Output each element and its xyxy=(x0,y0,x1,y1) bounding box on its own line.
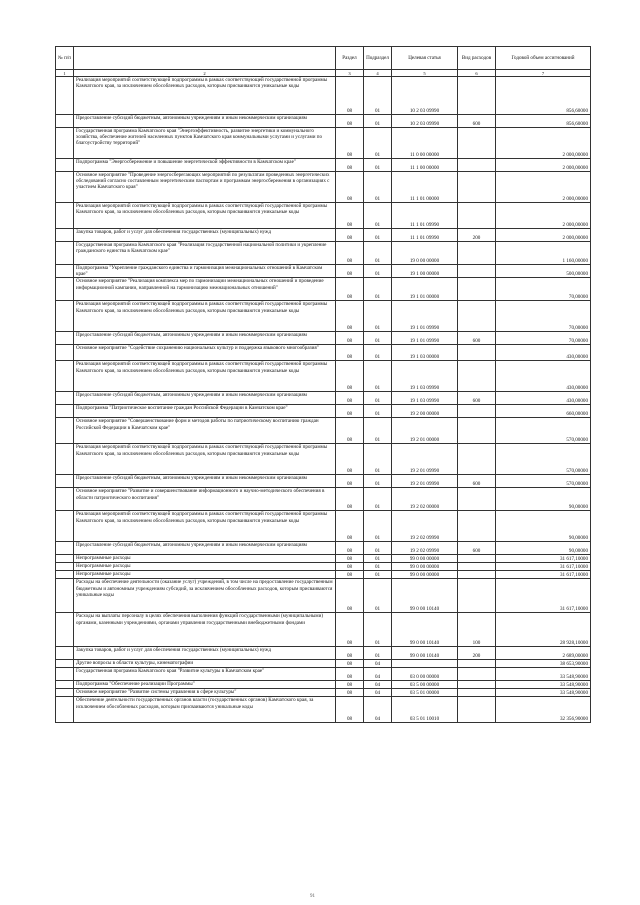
table-row xyxy=(56,571,591,579)
cell-expense-type: 600 xyxy=(458,475,496,488)
table-row xyxy=(56,115,591,128)
cell-razdel: 08 xyxy=(336,555,364,563)
cell-target-article: 19 1 01 09990 xyxy=(392,301,458,332)
cell-target-article: 19 1 03 09990 xyxy=(392,361,458,392)
header-podrazdel: Подраздел xyxy=(364,47,392,70)
cell-expense-type xyxy=(458,77,496,115)
cell-num xyxy=(56,660,74,668)
cell-razdel: 08 xyxy=(336,697,364,723)
table-row xyxy=(56,128,591,159)
cell-razdel: 08 xyxy=(336,128,364,159)
page-number: 91 xyxy=(310,894,315,899)
cell-target-article: 03 5 01 00000 xyxy=(392,689,458,697)
cell-expense-type xyxy=(458,444,496,475)
cell-num xyxy=(56,579,74,613)
cell-expense-type xyxy=(458,488,496,511)
cell-podrazdel: 01 xyxy=(364,265,392,278)
cell-razdel: 08 xyxy=(336,405,364,418)
cell-target-article: 19 1 01 00000 xyxy=(392,278,458,301)
table-row xyxy=(56,392,591,405)
cell-podrazdel: 01 xyxy=(364,613,392,647)
cell-expense-type xyxy=(458,128,496,159)
cell-razdel: 08 xyxy=(336,242,364,265)
table-row xyxy=(56,77,591,115)
cell-annual-amount: 430,00000 xyxy=(496,345,591,361)
cell-name: Реализация мероприятий соответствующей подпрограммы в рамках соответствующей государственной программы Камчатского края, за исключением обособленных расходов, которым присваиваются уникальные коды xyxy=(74,511,336,542)
cell-target-article: 99 0 00 00000 xyxy=(392,555,458,563)
column-number: 6 xyxy=(458,70,496,77)
cell-annual-amount: 70,00000 xyxy=(496,278,591,301)
cell-name: Реализация мероприятий соответствующей подпрограммы в рамках соответствующей государственной программы Камчатского края, за исключением обособленных расходов, которым присваиваются уникальные коды xyxy=(74,77,336,115)
cell-name: Непрограммные расходы xyxy=(74,571,336,579)
cell-name: Реализация мероприятий соответствующей подпрограммы в рамках соответствующей государственной программы Камчатского края, за исключением обособленных расходов, которым присваиваются уникальные коды xyxy=(74,203,336,229)
cell-expense-type xyxy=(458,418,496,444)
cell-num xyxy=(56,392,74,405)
cell-expense-type: 600 xyxy=(458,332,496,345)
table-row xyxy=(56,203,591,229)
cell-target-article: 19 2 02 09990 xyxy=(392,511,458,542)
cell-razdel: 08 xyxy=(336,475,364,488)
header-annual-amount: Годовой объем ассигнований xyxy=(496,47,591,70)
table-row xyxy=(56,542,591,555)
cell-expense-type: 600 xyxy=(458,115,496,128)
cell-podrazdel: 01 xyxy=(364,172,392,203)
table-row xyxy=(56,332,591,345)
table-row xyxy=(56,278,591,301)
cell-annual-amount: 31 617,10000 xyxy=(496,579,591,613)
cell-podrazdel: 01 xyxy=(364,542,392,555)
cell-annual-amount: 570,00000 xyxy=(496,418,591,444)
table-row xyxy=(56,301,591,332)
cell-target-article: 19 1 03 00000 xyxy=(392,345,458,361)
cell-expense-type: 200 xyxy=(458,229,496,242)
cell-podrazdel: 01 xyxy=(364,345,392,361)
cell-expense-type: 600 xyxy=(458,542,496,555)
cell-annual-amount: 31 617,10000 xyxy=(496,571,591,579)
table-row xyxy=(56,229,591,242)
cell-annual-amount: 31 617,10000 xyxy=(496,555,591,563)
cell-num xyxy=(56,418,74,444)
cell-annual-amount: 1 160,00000 xyxy=(496,242,591,265)
cell-annual-amount: 33 548,90000 xyxy=(496,689,591,697)
table-body xyxy=(56,77,591,723)
table-row xyxy=(56,697,591,723)
cell-num xyxy=(56,511,74,542)
column-number: 3 xyxy=(336,70,364,77)
table-row xyxy=(56,159,591,172)
cell-expense-type: 600 xyxy=(458,392,496,405)
cell-razdel: 08 xyxy=(336,203,364,229)
cell-razdel: 08 xyxy=(336,579,364,613)
header-num: № п/п xyxy=(56,47,74,70)
cell-podrazdel: 01 xyxy=(364,115,392,128)
cell-podrazdel: 01 xyxy=(364,405,392,418)
cell-num xyxy=(56,542,74,555)
cell-name: Предоставление субсидий бюджетным, автономным учреждениям и иным некоммерческим организациям xyxy=(74,542,336,555)
cell-expense-type xyxy=(458,555,496,563)
table-row xyxy=(56,172,591,203)
cell-target-article: 19 1 00 00000 xyxy=(392,265,458,278)
column-number: 1 xyxy=(56,70,74,77)
cell-target-article: 19 2 00 00000 xyxy=(392,405,458,418)
cell-name: Предоставление субсидий бюджетным, автономным учреждениям и иным некоммерческим организациям xyxy=(74,115,336,128)
cell-razdel: 08 xyxy=(336,332,364,345)
cell-razdel: 08 xyxy=(336,668,364,681)
cell-expense-type xyxy=(458,563,496,571)
cell-podrazdel: 01 xyxy=(364,392,392,405)
cell-num xyxy=(56,159,74,172)
table-row xyxy=(56,405,591,418)
cell-razdel: 08 xyxy=(336,159,364,172)
cell-podrazdel: 04 xyxy=(364,668,392,681)
cell-target-article: 99 0 00 10140 xyxy=(392,579,458,613)
cell-annual-amount: 2 689,00000 xyxy=(496,647,591,660)
cell-annual-amount: 90,00000 xyxy=(496,542,591,555)
cell-annual-amount: 2 000,00000 xyxy=(496,159,591,172)
cell-razdel: 08 xyxy=(336,392,364,405)
cell-num xyxy=(56,361,74,392)
column-number-row xyxy=(56,70,591,77)
cell-podrazdel: 01 xyxy=(364,128,392,159)
cell-podrazdel: 01 xyxy=(364,647,392,660)
cell-name: Предоставление субсидий бюджетным, автономным учреждениям и иным некоммерческим организациям xyxy=(74,332,336,345)
cell-target-article: 11 1 00 00000 xyxy=(392,159,458,172)
cell-razdel: 08 xyxy=(336,361,364,392)
cell-expense-type: 100 xyxy=(458,613,496,647)
cell-target-article: 99 0 00 10140 xyxy=(392,647,458,660)
cell-target-article: 10 2 03 09990 xyxy=(392,77,458,115)
cell-annual-amount: 90,00000 xyxy=(496,511,591,542)
cell-num xyxy=(56,668,74,681)
cell-name: Основное мероприятие "Проведение энергосберегающих мероприятий по результатам проведенных энергетических обследований согласно составленным энергетическим паспортам и программам энергосбережения в организациях с участием Камчатского края" xyxy=(74,172,336,203)
cell-podrazdel: 01 xyxy=(364,159,392,172)
cell-expense-type xyxy=(458,203,496,229)
cell-name: Подпрограмма "Укрепление гражданского единства и гармонизация межнациональных отношений в Камчатском крае" xyxy=(74,265,336,278)
cell-annual-amount: 90,00000 xyxy=(496,488,591,511)
cell-name: Закупка товаров, работ и услуг для обеспечения государственных (муниципальных) нужд xyxy=(74,647,336,660)
cell-razdel: 08 xyxy=(336,571,364,579)
cell-expense-type xyxy=(458,159,496,172)
cell-name: Основное мероприятие "Реализация комплекса мер по гармонизации межнациональных отношений и проведение информационной кампании, направленной на гармонизацию межнациональных отношений" xyxy=(74,278,336,301)
cell-annual-amount: 33 548,90000 xyxy=(496,681,591,689)
cell-name: Основное мероприятие "Содействие сохранению национальных культур и поддержка языкового многообразия" xyxy=(74,345,336,361)
cell-expense-type xyxy=(458,668,496,681)
cell-expense-type xyxy=(458,361,496,392)
cell-num xyxy=(56,475,74,488)
cell-num xyxy=(56,128,74,159)
cell-expense-type xyxy=(458,571,496,579)
cell-expense-type xyxy=(458,345,496,361)
cell-name: Реализация мероприятий соответствующей подпрограммы в рамках соответствующей государственной программы Камчатского края, за исключением обособленных расходов, которым присваиваются уникальные коды xyxy=(74,361,336,392)
cell-podrazdel: 01 xyxy=(364,203,392,229)
cell-podrazdel: 01 xyxy=(364,511,392,542)
cell-podrazdel: 01 xyxy=(364,444,392,475)
cell-target-article: 19 2 02 09990 xyxy=(392,542,458,555)
column-number: 2 xyxy=(74,70,336,77)
cell-razdel: 08 xyxy=(336,689,364,697)
cell-target-article: 11 1 01 09990 xyxy=(392,203,458,229)
table-row xyxy=(56,647,591,660)
table-row xyxy=(56,511,591,542)
cell-annual-amount: 38 653,90000 xyxy=(496,660,591,668)
cell-podrazdel: 01 xyxy=(364,229,392,242)
cell-target-article: 19 2 01 09990 xyxy=(392,475,458,488)
cell-num xyxy=(56,278,74,301)
header-name xyxy=(74,47,336,70)
cell-podrazdel: 01 xyxy=(364,418,392,444)
table-row xyxy=(56,345,591,361)
cell-razdel: 08 xyxy=(336,345,364,361)
cell-target-article: 99 0 00 00000 xyxy=(392,571,458,579)
cell-target-article xyxy=(392,660,458,668)
table-row xyxy=(56,242,591,265)
cell-name: Подпрограмма "Обеспечение реализации Программы" xyxy=(74,681,336,689)
cell-num xyxy=(56,242,74,265)
cell-annual-amount: 660,00000 xyxy=(496,405,591,418)
cell-razdel: 08 xyxy=(336,444,364,475)
cell-num xyxy=(56,345,74,361)
cell-expense-type xyxy=(458,265,496,278)
cell-podrazdel: 01 xyxy=(364,563,392,571)
cell-razdel: 08 xyxy=(336,511,364,542)
cell-razdel: 08 xyxy=(336,301,364,332)
cell-target-article: 99 0 00 00000 xyxy=(392,563,458,571)
table-row xyxy=(56,660,591,668)
cell-target-article: 19 1 01 09990 xyxy=(392,332,458,345)
cell-target-article: 11 1 01 09990 xyxy=(392,229,458,242)
cell-razdel: 08 xyxy=(336,681,364,689)
table-row xyxy=(56,613,591,647)
cell-num xyxy=(56,332,74,345)
cell-num xyxy=(56,555,74,563)
cell-num xyxy=(56,405,74,418)
column-number: 7 xyxy=(496,70,591,77)
cell-target-article: 19 0 00 00000 xyxy=(392,242,458,265)
cell-name: Подпрограмма "Энергосбережение и повышение энергетической эффективности в Камчатском крае" xyxy=(74,159,336,172)
cell-expense-type xyxy=(458,579,496,613)
cell-podrazdel: 01 xyxy=(364,301,392,332)
cell-target-article: 03 0 00 00000 xyxy=(392,668,458,681)
cell-podrazdel: 01 xyxy=(364,579,392,613)
cell-annual-amount: 500,00000 xyxy=(496,265,591,278)
cell-podrazdel: 04 xyxy=(364,660,392,668)
cell-annual-amount: 28 928,10000 xyxy=(496,613,591,647)
table-row xyxy=(56,418,591,444)
cell-name: Предоставление субсидий бюджетным, автономным учреждениям и иным некоммерческим организациям xyxy=(74,475,336,488)
cell-annual-amount: 570,00000 xyxy=(496,475,591,488)
cell-razdel: 08 xyxy=(336,647,364,660)
cell-annual-amount: 2 000,00000 xyxy=(496,203,591,229)
cell-podrazdel: 01 xyxy=(364,242,392,265)
table-row xyxy=(56,361,591,392)
cell-razdel: 08 xyxy=(336,172,364,203)
cell-num xyxy=(56,563,74,571)
cell-annual-amount: 32 356,90000 xyxy=(496,697,591,723)
cell-target-article: 19 2 01 09990 xyxy=(392,444,458,475)
cell-num xyxy=(56,203,74,229)
table-row xyxy=(56,689,591,697)
cell-razdel: 08 xyxy=(336,265,364,278)
cell-razdel: 08 xyxy=(336,660,364,668)
cell-num xyxy=(56,265,74,278)
cell-num xyxy=(56,571,74,579)
cell-num xyxy=(56,613,74,647)
cell-target-article: 19 2 01 00000 xyxy=(392,418,458,444)
cell-razdel: 08 xyxy=(336,542,364,555)
cell-expense-type xyxy=(458,660,496,668)
cell-podrazdel: 01 xyxy=(364,77,392,115)
cell-annual-amount: 856,60000 xyxy=(496,77,591,115)
cell-target-article: 11 0 00 00000 xyxy=(392,128,458,159)
cell-expense-type xyxy=(458,681,496,689)
cell-podrazdel: 01 xyxy=(364,488,392,511)
cell-target-article: 19 1 03 09990 xyxy=(392,392,458,405)
cell-num xyxy=(56,647,74,660)
cell-razdel: 08 xyxy=(336,563,364,571)
cell-expense-type xyxy=(458,172,496,203)
cell-target-article: 19 2 02 00000 xyxy=(392,488,458,511)
table-row xyxy=(56,265,591,278)
header-row xyxy=(56,47,591,70)
cell-expense-type xyxy=(458,278,496,301)
cell-razdel: 08 xyxy=(336,115,364,128)
cell-num xyxy=(56,229,74,242)
cell-num xyxy=(56,115,74,128)
cell-expense-type xyxy=(458,697,496,723)
cell-annual-amount: 33 548,90000 xyxy=(496,668,591,681)
cell-annual-amount: 430,00000 xyxy=(496,361,591,392)
cell-name: Реализация мероприятий соответствующей подпрограммы в рамках соответствующей государственной программы Камчатского края, за исключением обособленных расходов, которым присваиваются уникальные коды xyxy=(74,444,336,475)
table-row xyxy=(56,563,591,571)
cell-expense-type xyxy=(458,689,496,697)
cell-target-article: 03 5 01 10010 xyxy=(392,697,458,723)
cell-expense-type xyxy=(458,511,496,542)
cell-annual-amount: 2 000,00000 xyxy=(496,128,591,159)
cell-expense-type xyxy=(458,405,496,418)
cell-razdel: 08 xyxy=(336,418,364,444)
header-razdel: Раздел xyxy=(336,47,364,70)
cell-name: Подпрограмма "Патриотическое воспитание граждан Российской Федерации в Камчатском крае" xyxy=(74,405,336,418)
cell-name: Непрограммные расходы xyxy=(74,563,336,571)
cell-num xyxy=(56,301,74,332)
cell-num xyxy=(56,697,74,723)
cell-name: Расходы на выплаты персоналу в целях обеспечения выполнения функций государственными (муниципальными) органами, казенными учреждениями, органами управления государственными внебюджетными фондами xyxy=(74,613,336,647)
cell-razdel: 08 xyxy=(336,278,364,301)
cell-annual-amount: 430,00000 xyxy=(496,392,591,405)
cell-podrazdel: 01 xyxy=(364,475,392,488)
cell-num xyxy=(56,681,74,689)
cell-podrazdel: 04 xyxy=(364,697,392,723)
cell-name: Основное мероприятие "Развитие и совершенствование информационного и научно-методического обеспечения в области патриотического воспитания" xyxy=(74,488,336,511)
budget-table-page xyxy=(55,46,590,723)
table-row xyxy=(56,475,591,488)
cell-target-article: 11 1 01 00000 xyxy=(392,172,458,203)
cell-podrazdel: 01 xyxy=(364,555,392,563)
table-row xyxy=(56,668,591,681)
cell-annual-amount: 2 000,00000 xyxy=(496,229,591,242)
cell-name: Реализация мероприятий соответствующей подпрограммы в рамках соответствующей государственной программы Камчатского края, за исключением обособленных расходов, которым присваиваются уникальные коды xyxy=(74,301,336,332)
table-row xyxy=(56,555,591,563)
cell-name: Расходы на обеспечение деятельности (оказание услуг) учреждений, в том числе на предоставление государственным бюджетным и автономным учреждениям субсидий, за исключением обособленных расходов, которым присваиваются уникальные коды xyxy=(74,579,336,613)
cell-podrazdel: 01 xyxy=(364,361,392,392)
cell-annual-amount: 70,00000 xyxy=(496,301,591,332)
header-expense-type: Вид расходов xyxy=(458,47,496,70)
table-row xyxy=(56,579,591,613)
cell-num xyxy=(56,444,74,475)
cell-num xyxy=(56,77,74,115)
cell-name: Основное мероприятие "Совершенствование форм и методов работы по патриотическому воспитанию граждан Российской Федерации в Камчатском крае" xyxy=(74,418,336,444)
header-target-article: Целевая статья xyxy=(392,47,458,70)
cell-expense-type xyxy=(458,301,496,332)
cell-name: Государственная программа Камчатского края "Энергоэффективность, развитие энергетики и коммунального хозяйства, обеспечение жителей населенных пунктов Камчатского края коммунальными услугами и услугами по благоустройству территорий" xyxy=(74,128,336,159)
table-row xyxy=(56,444,591,475)
table-row xyxy=(56,681,591,689)
cell-podrazdel: 04 xyxy=(364,681,392,689)
cell-expense-type: 200 xyxy=(458,647,496,660)
cell-num xyxy=(56,172,74,203)
cell-razdel: 08 xyxy=(336,613,364,647)
cell-target-article: 03 5 00 00000 xyxy=(392,681,458,689)
cell-podrazdel: 01 xyxy=(364,332,392,345)
cell-razdel: 08 xyxy=(336,77,364,115)
cell-name: Другие вопросы в области культуры, кинематографии xyxy=(74,660,336,668)
cell-name: Закупка товаров, работ и услуг для обеспечения государственных (муниципальных) нужд xyxy=(74,229,336,242)
cell-expense-type xyxy=(458,242,496,265)
cell-target-article: 99 0 00 10140 xyxy=(392,613,458,647)
cell-annual-amount: 570,00000 xyxy=(496,444,591,475)
cell-name: Государственная программа Камчатского края "Развитие культуры в Камчатском крае" xyxy=(74,668,336,681)
budget-table xyxy=(55,46,591,723)
cell-name: Государственная программа Камчатского края "Реализация государственной национальной политики и укрепление гражданского единства в Камчатском крае" xyxy=(74,242,336,265)
cell-name: Непрограммные расходы xyxy=(74,555,336,563)
cell-podrazdel: 04 xyxy=(364,689,392,697)
cell-razdel: 08 xyxy=(336,229,364,242)
cell-num xyxy=(56,488,74,511)
cell-annual-amount: 70,00000 xyxy=(496,332,591,345)
cell-name: Основное мероприятие "Развитие системы управления в сфере культуры" xyxy=(74,689,336,697)
cell-name: Предоставление субсидий бюджетным, автономным учреждениям и иным некоммерческим организациям xyxy=(74,392,336,405)
cell-annual-amount: 2 000,00000 xyxy=(496,172,591,203)
table-row xyxy=(56,488,591,511)
cell-razdel: 08 xyxy=(336,488,364,511)
cell-num xyxy=(56,689,74,697)
cell-name: Обеспечение деятельности государственных органов власти (государственных органов) Камчатского края, за исключением обособленных расходов, которым присваиваются уникальные коды xyxy=(74,697,336,723)
column-number: 4 xyxy=(364,70,392,77)
cell-annual-amount: 31 617,10000 xyxy=(496,563,591,571)
cell-annual-amount: 856,60000 xyxy=(496,115,591,128)
cell-target-article: 10 2 03 09990 xyxy=(392,115,458,128)
column-number: 5 xyxy=(392,70,458,77)
cell-podrazdel: 01 xyxy=(364,278,392,301)
cell-podrazdel: 01 xyxy=(364,571,392,579)
